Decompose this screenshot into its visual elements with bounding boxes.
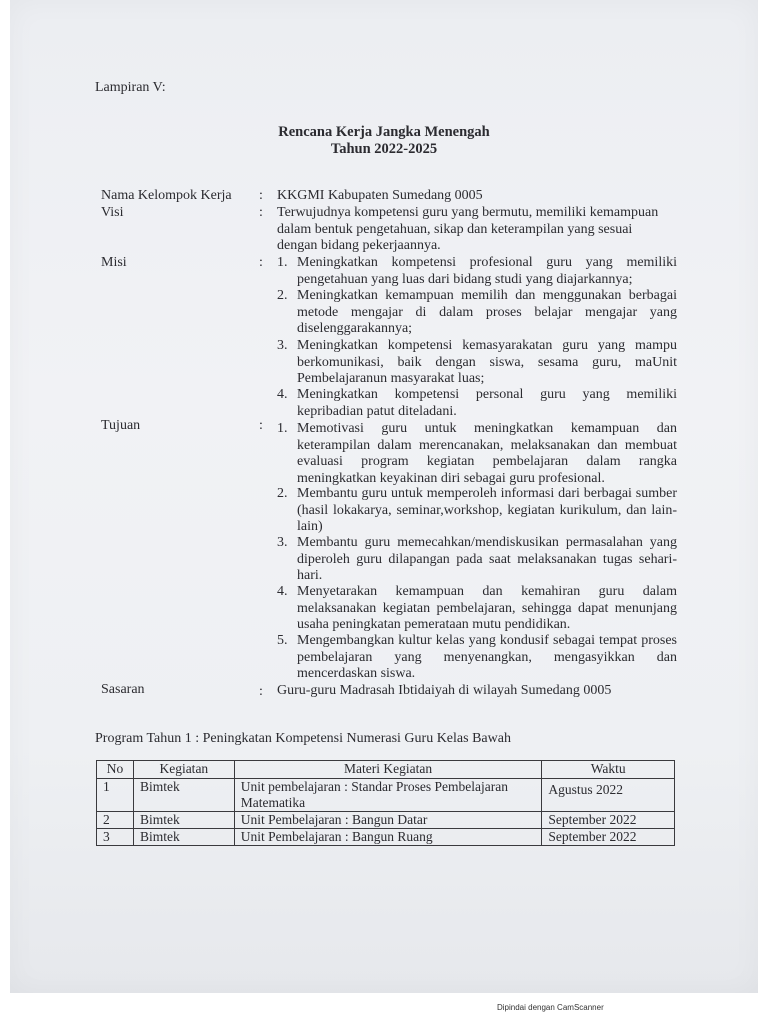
table-row [97, 779, 675, 812]
cell-no: 1 [97, 779, 134, 812]
cell-materi: Unit pembelajaran : Standar Proses Pembelajaran Matematika [234, 779, 542, 812]
column-header-waktu: Waktu [542, 761, 675, 779]
nama-kelompok-label: Nama Kelompok Kerja [101, 188, 232, 203]
table-header-row [97, 761, 675, 779]
tujuan-item: Mengembangkan kultur kelas yang kondusif sebagai tempat proses pembelajaran yang menyenangkan, mengasyikkan dan mencerdaskan siswa. [297, 633, 677, 681]
column-header-materi: Materi Kegiatan [234, 761, 542, 779]
tujuan-item: Membantu guru untuk memperoleh informasi dari berbagai sumber (hasil lokakarya, seminar,workshop, kegiatan kurikulum, dan lain-lain) [297, 486, 677, 534]
cell-waktu: September 2022 [542, 812, 675, 829]
cell-waktu: Agustus 2022 [542, 779, 675, 812]
program-table [96, 760, 675, 846]
misi-item-number: 2. [277, 288, 288, 303]
column-header-kegiatan: Kegiatan [133, 761, 234, 779]
misi-item: Meningkatkan kompetensi personal guru yang memiliki kepribadian patut diteladani. [297, 387, 677, 419]
program-title: Program Tahun 1 : Peningkatan Kompetensi Numerasi Guru Kelas Bawah [95, 731, 511, 746]
colon: : [259, 418, 263, 433]
misi-item: Meningkatkan kompetensi kemasyarakatan guru yang mampu berkomunikasi, baik dengan siswa, sesama guru, maUnit Pembelajaranun masyarakat luas; [297, 338, 677, 386]
misi-item-number: 1. [277, 255, 288, 270]
tujuan-item: Memotivasi guru untuk meningkatkan kemampuan dan keterampilan dalam merencanakan, melaksanakan dan membuat evaluasi program kegiatan pembelajaran dalam rangka meningkatkan keyakinan diri sebagai guru profesional. [297, 421, 677, 486]
misi-item: Meningkatkan kompetensi profesional guru yang memiliki pengetahuan yang luas dari bidang studi yang diajarkannya; [297, 255, 677, 287]
misi-item-number: 3. [277, 338, 288, 353]
tujuan-item-number: 3. [277, 535, 288, 550]
tujuan-item-number: 2. [277, 486, 288, 501]
cell-kegiatan: Bimtek [133, 812, 234, 829]
tujuan-item-number: 4. [277, 584, 288, 599]
tujuan-item-number: 5. [277, 633, 288, 648]
cell-materi: Unit Pembelajaran : Bangun Datar [234, 812, 542, 829]
cell-materi: Unit Pembelajaran : Bangun Ruang [234, 829, 542, 846]
cell-no: 2 [97, 812, 134, 829]
sasaran-value: Guru-guru Madrasah Ibtidaiyah di wilayah Sumedang 0005 [277, 683, 612, 698]
colon: : [259, 188, 263, 203]
visi-value: Terwujudnya kompetensi guru yang bermutu, memiliki kemampuan dalam bentuk pengetahuan, sikap dan keterampilan yang sesuai dengan bidang pekerjaannya. [277, 205, 659, 253]
table-row [97, 812, 675, 829]
document-title: Rencana Kerja Jangka Menengah [278, 124, 490, 140]
scanner-watermark: Dipindai dengan CamScanner [497, 1003, 604, 1012]
colon: : [259, 684, 263, 699]
document-subtitle: Tahun 2022-2025 [330, 141, 438, 157]
cell-kegiatan: Bimtek [133, 779, 234, 812]
lampiran-label: Lampiran V: [95, 80, 166, 95]
table-row [97, 829, 675, 846]
column-header-no: No [97, 761, 134, 779]
tujuan-item: Membantu guru memecahkan/mendiskusikan permasalahan yang diperoleh guru dilapangan pada saat melaksanakan tugas sehari-hari. [297, 535, 677, 583]
visi-label: Visi [101, 205, 124, 220]
cell-waktu: September 2022 [542, 829, 675, 846]
colon: : [259, 205, 263, 220]
sasaran-label: Sasaran [101, 682, 145, 697]
misi-item: Meningkatkan kemampuan memilih dan menggunakan berbagai metode mengajar di dalam proses belajar mengajar yang diselenggarakannya; [297, 288, 677, 336]
tujuan-label: Tujuan [101, 418, 141, 433]
tujuan-item: Menyetarakan kemampuan dan kemahiran guru dalam melaksanakan kegiatan pembelajaran, sehingga dapat menunjang usaha peningkatan pemerataan mutu pendidikan. [297, 584, 677, 632]
cell-kegiatan: Bimtek [133, 829, 234, 846]
nama-kelompok-value: KKGMI Kabupaten Sumedang 0005 [277, 188, 483, 203]
misi-item-number: 4. [277, 387, 288, 402]
tujuan-item-number: 1. [277, 421, 288, 436]
cell-no: 3 [97, 829, 134, 846]
misi-label: Misi [101, 255, 127, 270]
colon: : [259, 255, 263, 270]
